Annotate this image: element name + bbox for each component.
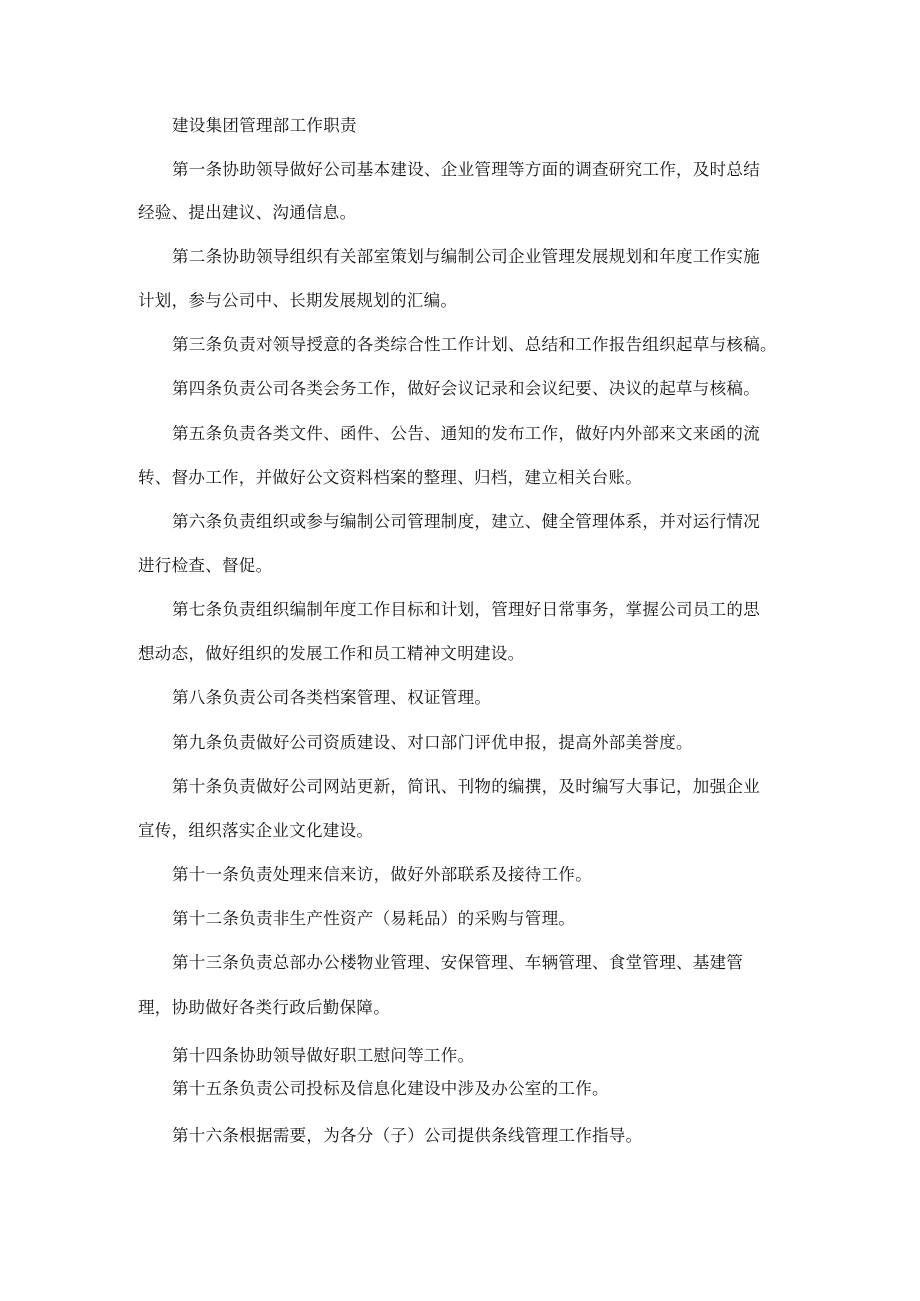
article-10-line-2: 宣传，组织落实企业文化建设。 bbox=[138, 821, 374, 840]
article-2-line-1: 第二条协助领导组织有关部室策划与编制公司企业管理发展规划和年度工作实施 bbox=[172, 247, 760, 266]
article-13-line-1: 第十三条负责总部办公楼物业管理、安保管理、车辆管理、食堂管理、基建管 bbox=[172, 953, 744, 972]
article-10-line-1: 第十条负责做好公司网站更新，简讯、刊物的编撰，及时编写大事记，加强企业 bbox=[172, 777, 760, 796]
article-16: 第十六条根据需要，为各分（子）公司提供条线管理工作指导。 bbox=[172, 1126, 643, 1145]
article-5-line-2: 转、督办工作，并做好公文资料档案的整理、归档，建立相关台账。 bbox=[138, 468, 642, 487]
article-1-line-2: 经验、提出建议、沟通信息。 bbox=[138, 203, 357, 222]
article-6-line-2: 进行检查、督促。 bbox=[138, 556, 273, 575]
article-5-line-1: 第五条负责各类文件、函件、公告、通知的发布工作，做好内外部来文来函的流 bbox=[172, 424, 760, 443]
article-7-line-1: 第七条负责组织编制年度工作目标和计划，管理好日常事务，掌握公司员工的思 bbox=[172, 600, 760, 619]
article-6-line-1: 第六条负责组织或参与编制公司管理制度，建立、健全管理体系，并对运行情况 bbox=[172, 512, 760, 531]
article-1-line-1: 第一条协助领导做好公司基本建设、企业管理等方面的调查研究工作，及时总结 bbox=[172, 160, 760, 179]
article-9: 第九条负责做好公司资质建设、对口部门评优申报，提高外部美誉度。 bbox=[172, 733, 693, 752]
article-4: 第四条负责公司各类会务工作，做好会议记录和会议纪要、决议的起草与核稿。 bbox=[172, 379, 760, 398]
article-8: 第八条负责公司各类档案管理、权证管理。 bbox=[172, 688, 492, 707]
article-14: 第十四条协助领导做好职工慰问等工作。 bbox=[172, 1046, 475, 1065]
article-13-line-2: 理，协助做好各类行政后勤保障。 bbox=[138, 998, 390, 1017]
article-11: 第十一条负责处理来信来访，做好外部联系及接待工作。 bbox=[172, 865, 592, 884]
article-7-line-2: 想动态，做好组织的发展工作和员工精神文明建设。 bbox=[138, 644, 525, 663]
article-15: 第十五条负责公司投标及信息化建设中涉及办公室的工作。 bbox=[172, 1079, 609, 1098]
article-12: 第十二条负责非生产性资产（易耗品）的采购与管理。 bbox=[172, 909, 576, 928]
document-title: 建设集团管理部工作职责 bbox=[172, 116, 357, 135]
article-2-line-2: 计划，参与公司中、长期发展规划的汇编。 bbox=[138, 291, 458, 310]
article-3: 第三条负责对领导授意的各类综合性工作计划、总结和工作报告组织起草与核稿。 bbox=[172, 335, 777, 354]
